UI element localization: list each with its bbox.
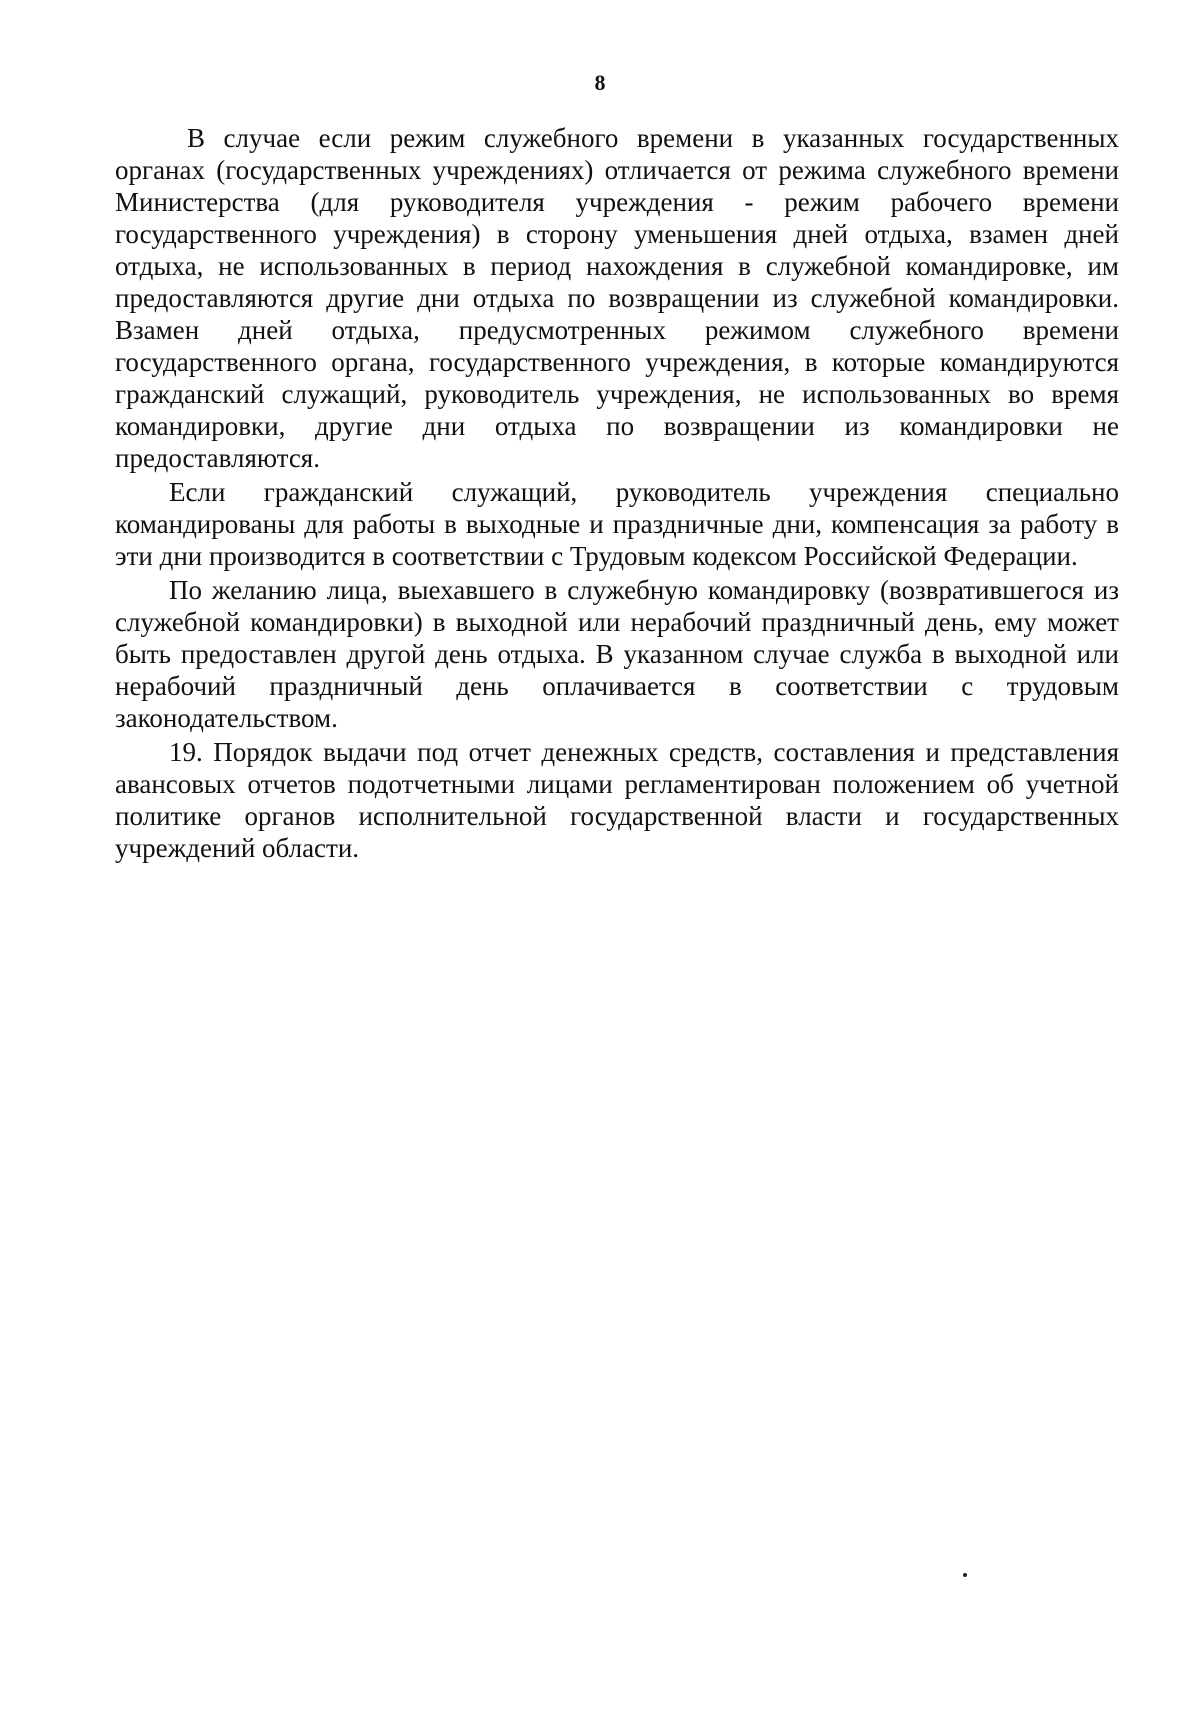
scan-dot-mark <box>963 1573 967 1577</box>
paragraph-weekend-work-compensation: Если гражданский служащий, руководитель учреждения специально командированы для работы в выходные и праздничные дни, компенсация за работу в эти дни производится в соответствии с Трудовым кодексом Российской Федерации. <box>115 477 1119 571</box>
page-number: 8 <box>594 70 606 95</box>
paragraph-rest-day-on-request: По желанию лица, выехавшего в служебную командировку (возвратившегося из служебной командировки) в выходной или нерабочий праздничный день, ему может быть предоставлен другой день отдыха. В указанном случае служба в выходной или нерабочий праздничный день оплачивается в соответствии с трудовым законодательством. <box>115 575 1119 733</box>
document-body <box>115 122 1119 866</box>
paragraph-business-trip-rest-days: В случае если режим служебного времени в указанных государственных органах (государственных учреждениях) отличается от режима служебного времени Министерства (для руководителя учреждения - режим рабочего времени государственного учреждения) в сторону уменьшения дней отдыха, взамен дней отдыха, не использованных в период нахождения в служебной командировке, им предоставляются другие дни отдыха по возвращении из служебной командировки. Взамен дней отдыха, предусмотренных режимом служебного времени государственного органа, государственного учреждения, в которые командируются гражданский служащий, руководитель учреждения, не использованных во время командировки, другие дни отдыха по возвращении из командировки не предоставляются. <box>115 123 1119 473</box>
paragraph-item-19-advance-reports: 19. Порядок выдачи под отчет денежных средств, составления и представления авансовых отчетов подотчетными лицами регламентирован положением об учетной политике органов исполнительной государственной власти и государственных учреждений области. <box>115 737 1119 863</box>
